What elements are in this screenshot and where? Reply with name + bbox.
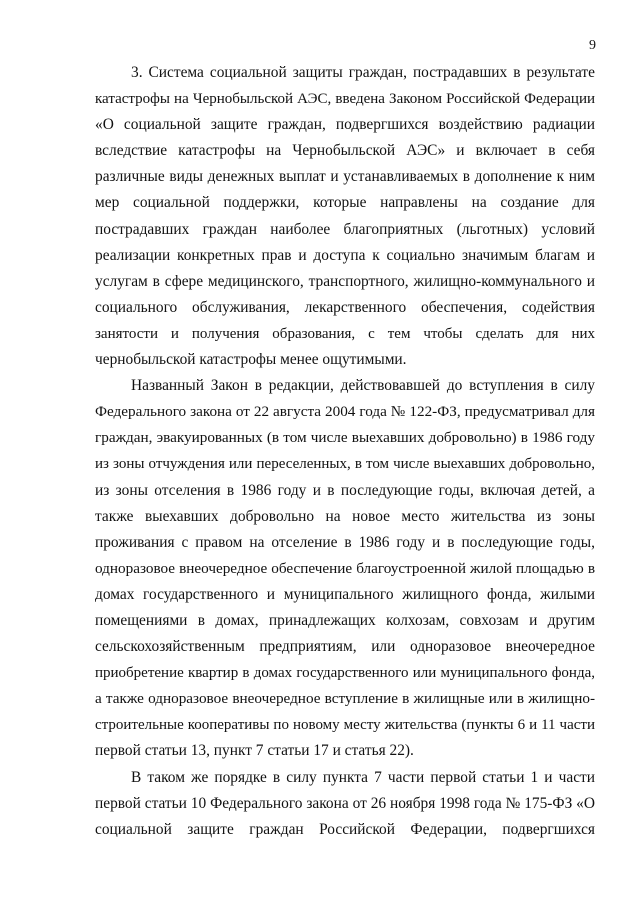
text-line: мер социальной поддержки, которые направлены на создание для [95, 194, 595, 212]
text-line: услугам в сфере медицинского, транспортного, жилищно-коммунального и [95, 272, 595, 290]
text-line: катастрофы на Чернобыльской АЭС, введена Законом Российской Федерации [95, 91, 595, 108]
text-line: домах государственного и муниципального жилищного фонда, жилыми [95, 585, 595, 603]
text-line: из зоны отчуждения или переселенных, в том числе выехавших добровольно, [95, 456, 595, 473]
text-line: Названный Закон в редакции, действовавшей до вступления в силу [131, 377, 595, 395]
text-line: реализации конкретных прав и доступа к социально значимым благам и [95, 246, 595, 264]
document-body [95, 60, 595, 843]
text-line: социального обслуживания, лекарственного обеспечения, содействия [95, 298, 595, 316]
text-line: чернобыльской катастрофы менее ощутимыми. [95, 351, 407, 369]
text-line: первой статьи 13, пункт 7 статьи 17 и статья 22). [95, 742, 414, 760]
text-line: приобретение квартир в домах государственного или муниципального фонда, [95, 665, 595, 682]
text-line: вследствие катастрофы на Чернобыльской АЭС» и включает в себя [95, 142, 595, 160]
text-line: граждан, эвакуированных (в том числе выехавших добровольно) в 1986 году [95, 429, 595, 447]
text-line: помещениями в домах, принадлежащих колхозам, совхозам и другим [95, 611, 595, 629]
page-number: 9 [589, 38, 596, 53]
text-line: 3. Система социальной защиты граждан, пострадавших в результате [131, 64, 595, 81]
paragraph-2 [95, 373, 595, 764]
text-line: одноразовое внеочередное обеспечение благоустроенной жилой площадью в [95, 559, 595, 577]
paragraph-3 [95, 765, 595, 843]
text-line: из зоны отселения в 1986 году и в последующие годы, включая детей, а [95, 481, 595, 499]
text-line: «О социальной защите граждан, подвергшихся воздействию радиации [95, 116, 595, 134]
text-line: сельскохозяйственным предприятиям, или одноразовое внеочередное [95, 638, 595, 656]
text-line: первой статьи 10 Федерального закона от 26 ноября 1998 года № 175-ФЗ «О [95, 794, 595, 812]
text-line: а также одноразовое внеочередное вступление в жилищные или в жилищно- [95, 690, 595, 708]
text-line: также выехавших добровольно на новое место жительства из зоны [95, 507, 595, 525]
text-line: проживания с правом на отселение в 1986 году и в последующие годы, [95, 533, 595, 551]
text-line: социальной защите граждан Российской Федерации, подвергшихся [95, 820, 595, 838]
text-line: Федерального закона от 22 августа 2004 года № 122-ФЗ, предусматривал для [95, 403, 595, 421]
text-line: В таком же порядке в силу пункта 7 части первой статьи 1 и части [131, 768, 595, 786]
text-line: различные виды денежных выплат и устанавливаемых в дополнение к ним [95, 168, 595, 186]
text-line: пострадавших граждан наиболее благоприятных (льготных) условий [95, 220, 595, 238]
paragraph-1 [95, 60, 595, 373]
text-line: строительные кооперативы по новому месту жительства (пункты 6 и 11 части [95, 717, 595, 734]
text-line: занятости и получения образования, с тем чтобы сделать для них [95, 325, 595, 342]
